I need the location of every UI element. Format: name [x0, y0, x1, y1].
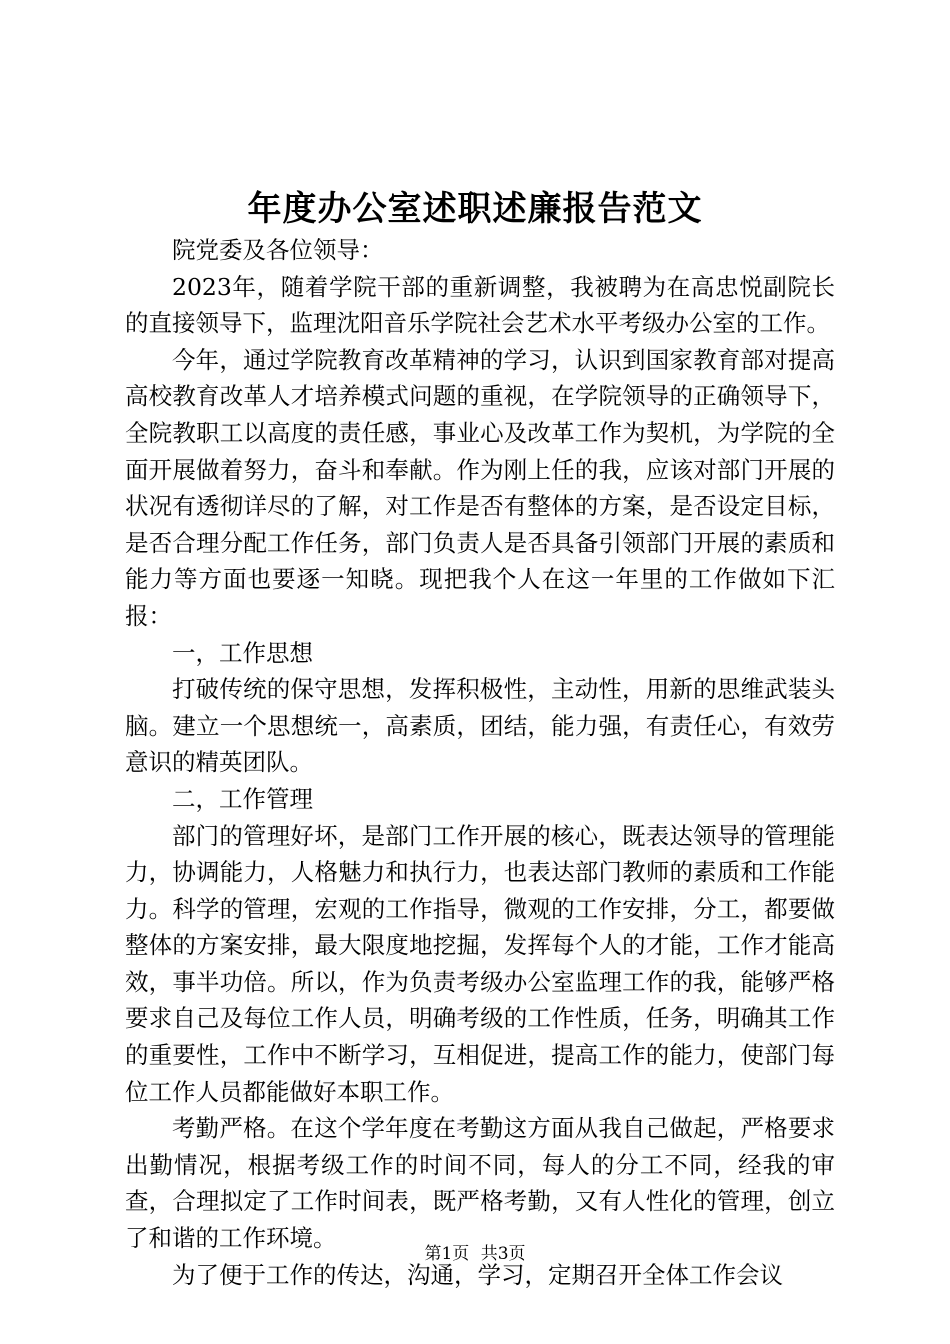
page-number-total: 共3页 — [480, 1244, 526, 1264]
work-management-paragraph: 部门的管理好坏，是部门工作开展的核心，既表达领导的管理能力，协调能力，人格魅力和执行力，也表达部门教师的素质和工作能力。科学的管理，宏观的工作指导，微观的工作安排，分工，都要做整体的方案安排，最大限度地挖掘，发挥每个人的才能，工作才能高效，事半功倍。所以，作为负责考级办公室监理工作的我，能够严格要求自己及每位工作人员，明确考级的工作性质，任务，明确其工作的重要性，工作中不断学习，互相促进，提高工作的能力，使部门每位工作人员都能做好本职工作。 — [125, 821, 835, 1106]
page-number-current: 第1页 — [424, 1244, 470, 1264]
background-paragraph: 今年，通过学院教育改革精神的学习，认识到国家教育部对提高高校教育改革人才培养模式问题的重视，在学院领导的正确领导下，全院教职工以高度的责任感，事业心及改革工作为契机，为学院的全面开展做着努力，奋斗和奉献。作为刚上任的我，应该对部门开展的状况有透彻详尽的了解，对工作是否有整体的方案，是否设定目标，是否合理分配工作任务，部门负责人是否具备引领部门开展的素质和能力等方面也要逐一知晓。现把我个人在这一年里的工作做如下汇报： — [125, 345, 835, 630]
intro-paragraph: 2023年，随着学院干部的重新调整，我被聘为在高忠悦副院长的直接领导下，监理沈阳音乐学院社会艺术水平考级办公室的工作。 — [125, 272, 835, 338]
meeting-paragraph: 为了便于工作的传达，沟通，学习，定期召开全体工作会议 — [172, 1260, 783, 1289]
section-heading-work-management: 二，工作管理 — [172, 784, 313, 813]
salutation-paragraph: 院党委及各位领导： — [172, 236, 384, 264]
page-footer — [0, 1242, 950, 1266]
section-heading-work-thinking: 一，工作思想 — [172, 638, 313, 667]
document-body — [125, 232, 835, 1293]
work-thinking-paragraph: 打破传统的保守思想，发挥积极性，主动性，用新的思维武装头脑。建立一个思想统一，高素质，团结，能力强，有责任心，有效劳意识的精英团队。 — [125, 675, 835, 777]
attendance-paragraph: 考勤严格。在这个学年度在考勤这方面从我自己做起，严格要求出勤情况，根据考级工作的时间不同，每人的分工不同，经我的审查，合理拟定了工作时间表，既严格考勤，又有人性化的管理，创立了和谐的工作环境。 — [125, 1114, 835, 1253]
document-title: 年度办公室述职述廉报告范文 — [247, 189, 703, 229]
